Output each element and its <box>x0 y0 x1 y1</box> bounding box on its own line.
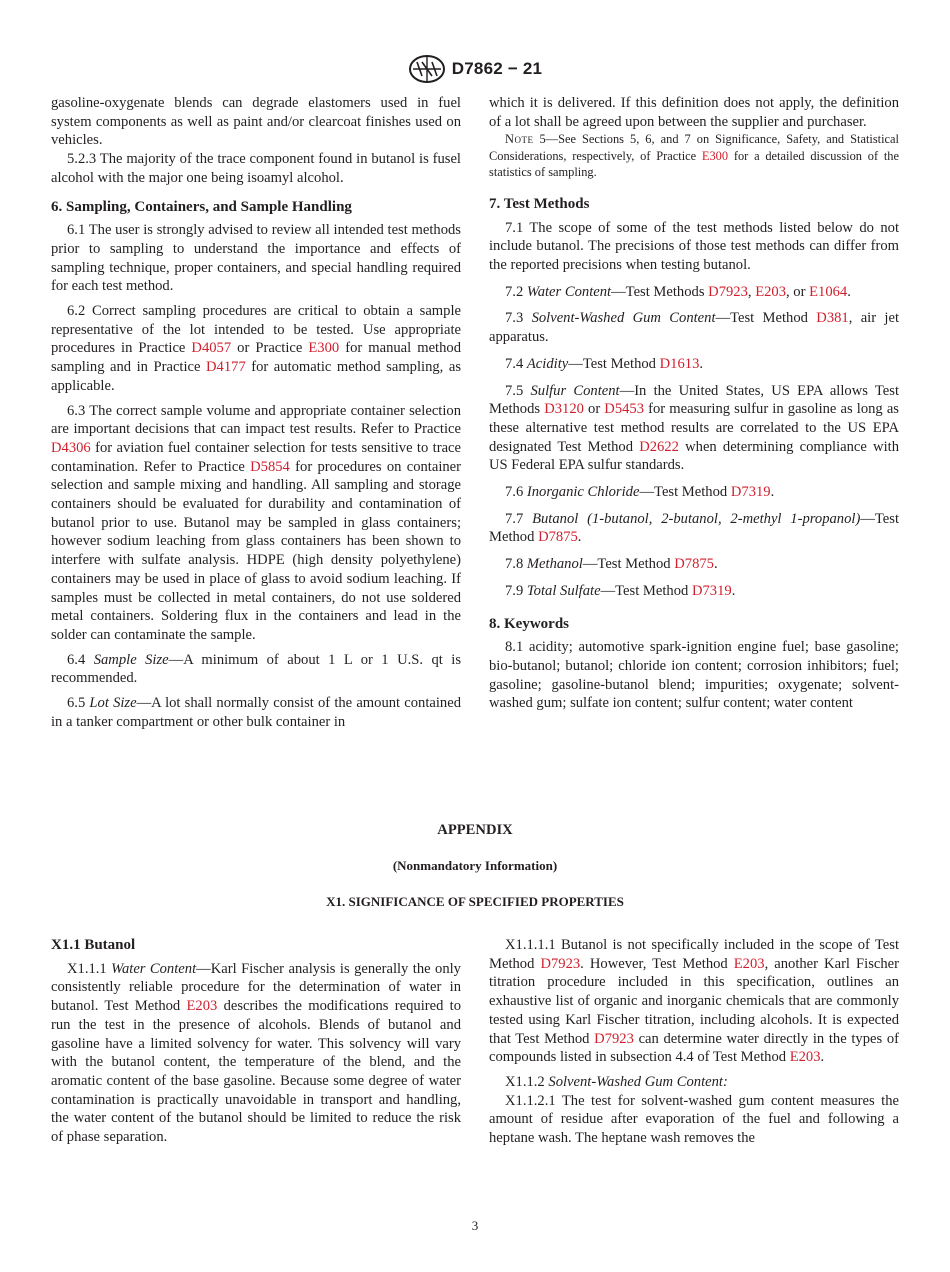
link-d4177[interactable]: D4177 <box>206 359 246 376</box>
link-d3120[interactable]: D3120 <box>544 401 584 418</box>
link-e300[interactable]: E300 <box>308 340 340 357</box>
paragraph-7-5: 7.5 Sulfur Content—In the United States, US EPA allows Test Methods D3120 or D5453 for measuring sulfur in gasoline as long as these alternative test method results are correlated to the US EPA designated Test Method D2622 when determining compliance with US Federal EPA sulfur standards. <box>489 382 899 474</box>
paragraph-8-1: 8.1 acidity; automotive spark-ignition engine fuel; base gasoline; bio-butanol; butanol; chloride ion content; corrosion inhibitors; fuel; gasoline; gasoline-butanol blend; impurities; oxygenate; solvent-washed gum; sulfate ion content; sulfur content; water content <box>489 639 899 712</box>
paragraph-continuation: gasoline-oxygenate blends can degrade elastomers used in fuel system components as well as paint and/or clearcoat finishes used on vehicles. <box>51 95 461 149</box>
paragraph-7-4: 7.4 Acidity—Test Method D1613. <box>505 355 704 372</box>
link-e300[interactable]: E300 <box>701 148 729 163</box>
paragraph-6-5: 6.5 Lot Size—A lot shall normally consist of the amount contained in a tanker compartment or other bulk container in <box>51 695 462 730</box>
link-e1064[interactable]: E1064 <box>809 283 848 300</box>
link-e203[interactable]: E203 <box>186 998 218 1015</box>
paragraph-6-2: 6.2 Correct sampling procedures are critical to obtain a sample representative of the lot intended to be tested. Use appropriate procedures in Practice D4057 or Practice E300 for manual method sampling and in Practice D4177 for automatic method sampling, as applicable. <box>51 303 461 394</box>
heading-section-7: 7. Test Methods <box>489 195 590 212</box>
link-d381[interactable]: D381 <box>816 310 849 327</box>
paragraph-x1-1-1: X1.1.1 Water Content—Karl Fischer analysis is generally the only consistently reliable procedure for the determination of water in butanol. Test Method E203 describes the modifications required to run the test in the presence of alcohols. Blends of butanol and gasoline have a limited solvency for water. This solvency will vary with the butanol content, the temperature of the blend, and the aromatic content of the base gasoline. Because some degree of water contamination is practically unavoidable in transport and handling, the water content of the butanol should be limited to reduce the risk of phase separation. <box>51 960 462 1146</box>
link-d7923[interactable]: D7923 <box>708 283 748 300</box>
paragraph-7-1: 7.1 The scope of some of the test methods listed below do not include butanol. The precisions of those test methods can differ from the reported precisions when testing butanol. <box>489 219 899 274</box>
designation: D7862 − 21 <box>451 59 543 78</box>
left-column-top <box>51 94 461 732</box>
heading-x1-1: X1.1 Butanol <box>51 937 136 953</box>
link-e203[interactable]: E203 <box>755 283 786 300</box>
paragraph-6-3: 6.3 The correct sample volume and appropriate container selection are important decisions that can impact test results. Refer to Practice D4306 for aviation fuel container selection for tests sensitive to trace contamination. Refer to Practice D5854 for procedures on container selection and sample mixing and handling. All sampling and storage containers should be evaluated for durability and contamination of butanol prior to use. Butanol may be sampled in glass containers; however sodium leaching from glass containers has been shown to interfere with sulfate analysis. HDPE (high density polyethylene) containers may be used in place of glass to avoid sodium leaching. If samples must be collected in metal containers, do not use soldered metal containers. Soldering flux in the containers and lead in the solder can contaminate the sample. <box>51 402 462 643</box>
paragraph-x1-1-2: X1.1.2 Solvent-Washed Gum Content: <box>505 1073 728 1090</box>
link-d7923[interactable]: D7923 <box>540 955 581 972</box>
link-d1613[interactable]: D1613 <box>659 355 700 372</box>
astm-logo-icon <box>408 54 446 84</box>
link-d7319[interactable]: D7319 <box>691 582 732 599</box>
left-column-bottom <box>51 936 461 1147</box>
link-d2622[interactable]: D2622 <box>639 438 679 455</box>
link-d4306[interactable]: D4306 <box>51 439 91 456</box>
note-5: Note 5—See Sections 5, 6, and 7 on Significance, Safety, and Statistical Considerations, respectively, of Practice E300 for a detailed discussion of the statistics of sampling. <box>489 132 899 180</box>
paragraph-x1-1-1-1: X1.1.1.1 Butanol is not specifically included in the scope of Test Method D7923. However, Test Method E203, another Karl Fischer titration procedure included in this specification, outlines an exhaustive list of organic and inorganic chemicals that are commonly tested using Karl Fischer titration, including alcohols. It is expected that Test Method D7923 can determine water directly in the types of compounds listed in subsection 4.4 of Test Method E203. <box>489 937 899 1066</box>
paragraph-7-9: 7.9 Total Sulfate—Test Method D7319. <box>505 582 736 599</box>
page-header <box>0 52 950 86</box>
paragraph-x1-1-2-1: X1.1.2.1 The test for solvent-washed gum content measures the amount of residue after evaporation of the fuel and following a heptane wash. The heptane wash removes the <box>489 1092 899 1147</box>
link-d5854[interactable]: D5854 <box>250 458 290 475</box>
appendix-subtitle: (Nonmandatory Information) <box>392 858 558 873</box>
paragraph-6-1: 6.1 The user is strongly advised to review all intended test methods prior to sampling to understand the importance and effects of sampling technique, proper containers, and special handling required for each test method. <box>51 222 461 295</box>
paragraph-7-3: 7.3 Solvent-Washed Gum Content—Test Method D381, air jet apparatus. <box>489 310 900 346</box>
link-e203[interactable]: E203 <box>789 1049 821 1066</box>
link-d7875[interactable]: D7875 <box>538 529 578 546</box>
appendix-title: APPENDIX <box>437 822 513 838</box>
paragraph-continuation: which it is delivered. If this definition does not apply, the definition of a lot shall be agreed upon between the supplier and purchaser. <box>489 95 899 130</box>
paragraph-7-8: 7.8 Methanol—Test Method D7875. <box>505 556 718 573</box>
right-column-bottom <box>489 936 899 1148</box>
paragraph-6-4: 6.4 Sample Size—A minimum of about 1 L or 1 U.S. qt is recommended. <box>51 651 462 687</box>
heading-section-8: 8. Keywords <box>489 615 569 632</box>
link-d4057[interactable]: D4057 <box>191 340 232 357</box>
paragraph-5-2-3: 5.2.3 The majority of the trace component found in butanol is fusel alcohol with the major one being isoamyl alcohol. <box>51 151 461 186</box>
link-d7923[interactable]: D7923 <box>594 1030 634 1047</box>
paragraph-7-6: 7.6 Inorganic Chloride—Test Method D7319. <box>505 484 775 501</box>
right-column-top <box>489 94 899 713</box>
link-d7875[interactable]: D7875 <box>674 556 714 573</box>
appendix-section-title: X1. SIGNIFICANCE OF SPECIFIED PROPERTIES <box>326 894 624 909</box>
paragraph-7-2: 7.2 Water Content—Test Methods D7923, E203, or E1064. <box>505 283 851 300</box>
heading-section-6: 6. Sampling, Containers, and Sample Handling <box>51 198 352 215</box>
page-number: 3 <box>471 1218 479 1233</box>
link-d7319[interactable]: D7319 <box>730 484 771 501</box>
paragraph-7-7: 7.7 Butanol (1-butanol, 2-butanol, 2-methyl 1-propanol)—Test Method D7875. <box>489 510 900 546</box>
link-d5453[interactable]: D5453 <box>604 401 645 418</box>
link-e203[interactable]: E203 <box>733 955 765 972</box>
